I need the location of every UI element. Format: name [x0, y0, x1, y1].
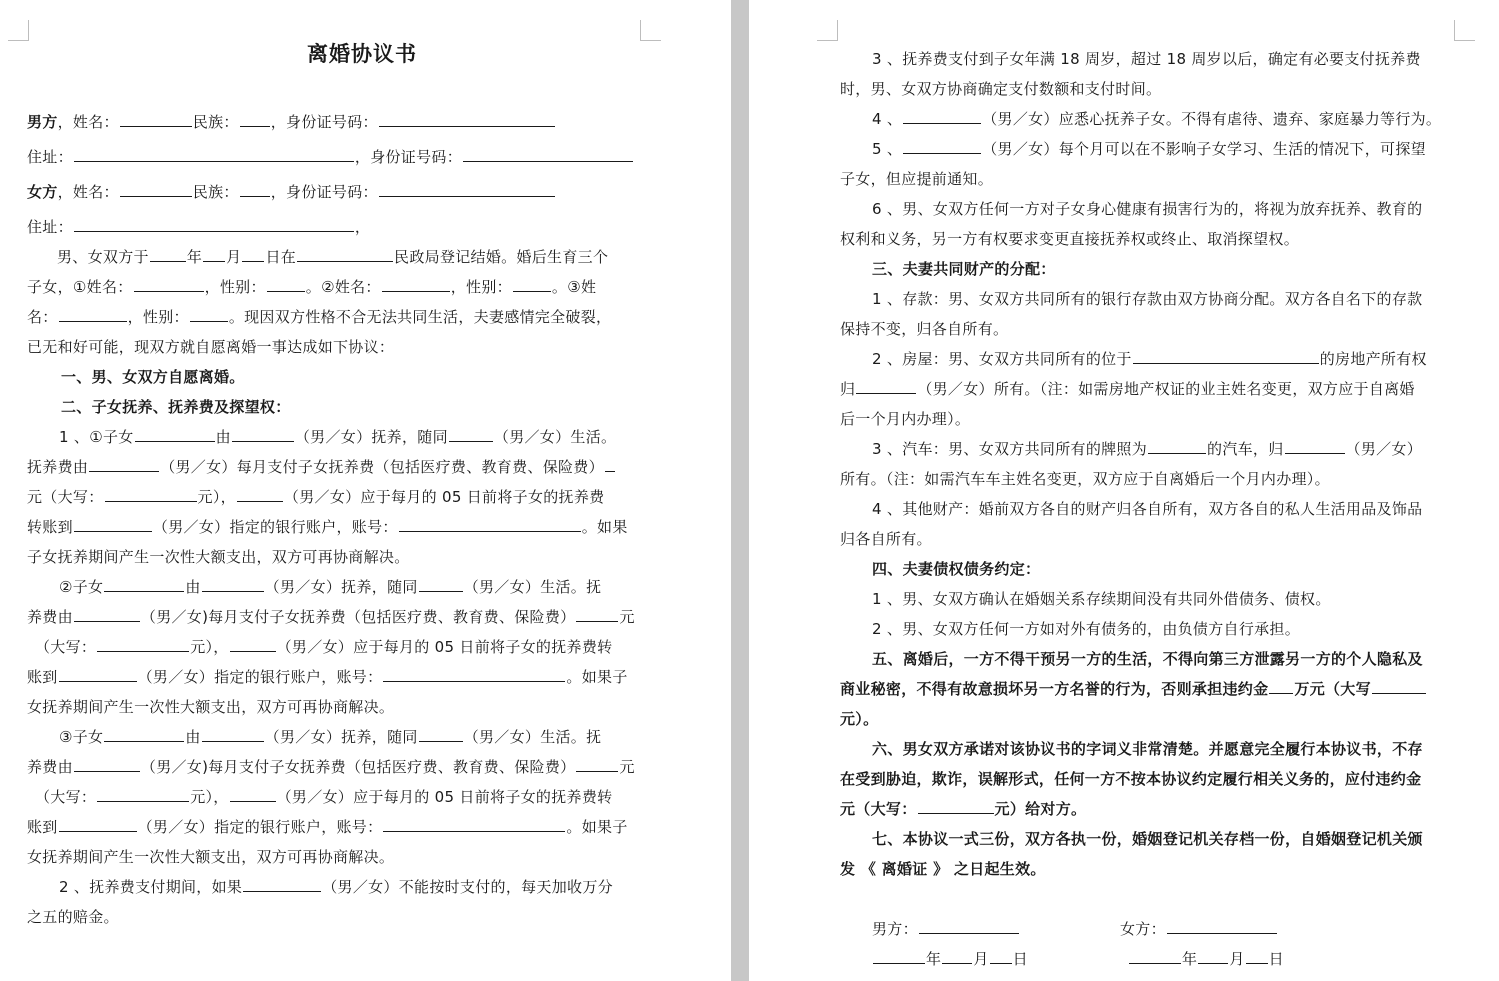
text-run: 2 、抚养费支付期间，如果 — [59, 878, 243, 896]
blank-field — [463, 147, 633, 162]
paragraph-line: 6 、男、女双方任何一方对子女身心健康有损害行为的，将视为放弃抚养、教育的 — [872, 200, 1423, 218]
text-run: （男／女）所有。（注：如需房地产权证的业主姓名变更，双方应于自离婚 — [917, 380, 1415, 398]
text-run: 的房地产所有权 — [1319, 350, 1427, 368]
blank-field — [1269, 679, 1293, 694]
blank-field — [903, 139, 981, 154]
paragraph-line: 已无和好可能，现双方就自愿离婚一事达成如下协议： — [27, 338, 395, 356]
address-label: 住址： — [27, 218, 73, 236]
blank-field — [576, 607, 618, 622]
text-run: 万元（大写 — [1294, 680, 1371, 698]
section-heading-3: 三、夫妻共同财产的分配： — [872, 260, 1056, 278]
blank-field — [918, 799, 994, 814]
text-run: 日 — [1268, 950, 1284, 968]
text-run: 年 — [186, 248, 203, 266]
blank-field — [232, 427, 294, 442]
text-run: 。如果子 — [566, 818, 628, 836]
text-run: 元）， — [190, 788, 229, 806]
text-run: （男／女）抚养，随同 — [294, 428, 448, 446]
man-address-line — [27, 147, 634, 167]
blank-field — [104, 577, 184, 592]
text-run: （男／女）指定的银行账户，账号： — [152, 518, 398, 536]
blank-field — [240, 112, 270, 127]
text-run: （男／女）应于每月的 05 日前将子女的抚养费 — [283, 488, 605, 506]
paragraph-line — [27, 277, 596, 297]
text-run: 1 、①子女 — [59, 428, 134, 446]
id-label: ，身份证号码： — [270, 183, 378, 201]
man-label: 男方 — [27, 113, 58, 131]
text-run: ，性别： — [204, 278, 266, 296]
blank-field — [74, 607, 140, 622]
page-corner-mark — [817, 20, 838, 41]
paragraph-line — [27, 727, 601, 747]
text-run: 5 、 — [872, 140, 903, 158]
paragraph-line: 1 、存款：男、女双方共同所有的银行存款由双方协商分配。双方各自名下的存款 — [872, 290, 1423, 308]
blank-field — [419, 727, 463, 742]
paragraph-line: 保持不变，归各自所有。 — [840, 320, 1009, 338]
text-run: （男／女）抚养，随同 — [264, 728, 418, 746]
text-run: 由 — [215, 428, 231, 446]
blank-field — [202, 727, 264, 742]
text-run: （男／女）生活。抚 — [463, 728, 602, 746]
paragraph-line — [840, 379, 1415, 399]
blank-field — [134, 277, 204, 292]
blank-field — [59, 667, 137, 682]
man-date-line — [872, 949, 1028, 969]
paragraph-line: 元）。 — [840, 710, 879, 728]
address-label: 住址： — [27, 148, 73, 166]
text-run: （男／女） — [1345, 440, 1423, 458]
text-run: 商业秘密，不得有故意损坏另一方名誉的行为，否则承担违约金 — [840, 680, 1269, 698]
blank-field — [74, 757, 140, 772]
woman-label: 女方 — [27, 183, 58, 201]
text-run: ，性别： — [450, 278, 512, 296]
section-heading-6: 六、男女双方承诺对该协议书的字词义非常清楚。并愿意完全履行本协议书，不存 — [872, 740, 1423, 758]
paragraph-line — [840, 679, 1427, 699]
text-run: （男／女）不能按时支付的，每天加收万分 — [322, 878, 613, 896]
paragraph-line: 后一个月内办理）。 — [840, 410, 971, 428]
blank-field — [190, 307, 228, 322]
text-run: 年 — [1182, 950, 1198, 968]
paragraph-line: 女抚养期间产生一次性大额支出，双方可再协商解决。 — [27, 848, 395, 866]
text-run: 归 — [840, 380, 856, 398]
paragraph-line — [27, 517, 628, 537]
paragraph-line — [27, 667, 628, 687]
name-label: ，姓名： — [57, 113, 119, 131]
ethnic-label: 民族： — [192, 113, 239, 131]
section-heading-2: 二、子女抚养、抚养费及探望权： — [61, 398, 291, 416]
blank-field — [74, 517, 152, 532]
id-label: ，身份证号码： — [270, 113, 378, 131]
paragraph-line — [872, 349, 1427, 369]
paragraph-line: 之五的赔金。 — [27, 908, 119, 926]
blank-field — [919, 919, 1019, 934]
page-corner-mark — [8, 20, 29, 41]
text-run: 男、女双方于 — [57, 248, 149, 266]
text-run: ②子女 — [59, 578, 104, 596]
text-run: 抚养费由 — [27, 458, 89, 476]
text-run: 。③姓 — [551, 278, 597, 296]
text-run: 子女，①姓名： — [27, 278, 133, 296]
blank-field — [1285, 439, 1345, 454]
text-run: 元）， — [197, 488, 236, 506]
blank-field — [242, 247, 264, 262]
left-page-content — [27, 0, 717, 981]
text-run: （大写： — [35, 638, 97, 656]
text-run: （男／女）生活。抚 — [463, 578, 602, 596]
blank-field — [1372, 679, 1426, 694]
text-run: ③子女 — [59, 728, 104, 746]
text-run: （男／女)每月支付子女抚养费（包括医疗费、教育费、保险费） — [140, 608, 576, 626]
name-label: ，姓名： — [57, 183, 119, 201]
paragraph-line: 所有。（注：如需汽车车主姓名变更，双方应于自离婚后一个月内办理）。 — [840, 470, 1330, 488]
text-run: （男／女）每个月可以在不影响子女学习、生活的情况下，可探望 — [982, 140, 1426, 158]
blank-field — [1129, 949, 1181, 964]
text-run: 的汽车，归 — [1207, 440, 1284, 458]
text-run: 元（大写： — [840, 800, 917, 818]
blank-field — [383, 667, 565, 682]
blank-field — [990, 949, 1012, 964]
blank-field — [419, 577, 463, 592]
woman-date-line — [1128, 949, 1284, 969]
blank-field — [135, 427, 215, 442]
text-run: 3 、汽车：男、女双方共同所有的牌照为 — [872, 440, 1148, 458]
blank-field — [240, 182, 270, 197]
paragraph-line: 1 、男、女双方确认在婚姻关系存续期间没有共同外借债务、债权。 — [872, 590, 1331, 608]
paragraph-line — [27, 487, 604, 507]
text-run: 由 — [185, 578, 201, 596]
paragraph-line: 在受到胁迫，欺诈，误解形式，任何一方不按本协议约定履行相关义务的，应付违约金 — [840, 770, 1422, 788]
paragraph-line: 2 、男、女双方任何一方如对外有债务的，由负债方自行承担。 — [872, 620, 1301, 638]
text-run: 女方： — [1120, 920, 1166, 938]
ethnic-label: 民族： — [192, 183, 239, 201]
text-run: 元 — [619, 758, 635, 776]
text-run: （男／女）应于每月的 05 日前将子女的抚养费转 — [276, 638, 613, 656]
blank-field — [382, 277, 450, 292]
blank-field — [97, 787, 189, 802]
document-page-right — [749, 0, 1499, 981]
paragraph-line — [27, 577, 601, 597]
blank-field — [120, 182, 192, 197]
text-run: 月 — [226, 248, 242, 266]
text-run: （男／女）每月支付子女抚养费（包括医疗费、教育费、保险费） — [160, 458, 604, 476]
text-run: 民政局登记结婚。婚后生育三个 — [394, 248, 609, 266]
blank-field — [267, 277, 305, 292]
paragraph-line — [27, 877, 613, 897]
text-run: 4 、 — [872, 110, 903, 128]
woman-signature-line — [1120, 919, 1278, 939]
man-signature-line — [872, 919, 1020, 939]
paragraph-line — [27, 427, 616, 447]
blank-field — [1167, 919, 1277, 934]
text-run: 。如果 — [581, 518, 628, 536]
text-run: 账到 — [27, 818, 58, 836]
blank-field — [74, 217, 354, 232]
id-label: ，身份证号码： — [354, 148, 463, 166]
text-run: 元 — [619, 608, 635, 626]
man-info-line — [27, 112, 556, 132]
text-run: 月 — [973, 950, 989, 968]
blank-field — [1198, 949, 1228, 964]
text-run: ，性别： — [127, 308, 189, 326]
text-run: 账到 — [27, 668, 58, 686]
paragraph-line: 3 、抚养费支付到子女年满 18 周岁，超过 18 周岁以后，确定有必要支付抚养费 — [872, 50, 1421, 68]
paragraph-line: 归各自所有。 — [840, 530, 932, 548]
blank-field — [1148, 439, 1206, 454]
paragraph-line — [27, 787, 612, 807]
section-heading-5: 五、离婚后，一方不得干预另一方的生活，不得向第三方泄露另一方的个人隐私及 — [872, 650, 1423, 668]
paragraph-line: 子女抚养期间产生一次性大额支出，双方可再协商解决。 — [27, 548, 410, 566]
woman-info-line — [27, 182, 556, 202]
blank-field — [379, 182, 555, 197]
paragraph-line — [27, 757, 635, 777]
blank-field — [297, 247, 393, 262]
blank-field — [903, 109, 981, 124]
text-run: 名： — [27, 308, 58, 326]
blank-field — [576, 757, 618, 772]
blank-field — [942, 949, 972, 964]
document-page-left — [0, 0, 731, 981]
blank-field — [449, 427, 493, 442]
text-run: 养费由 — [27, 758, 73, 776]
document-title: 离婚协议书 — [307, 41, 417, 66]
paragraph-line: 时，男、女双方协商确定支付数额和支付时间。 — [840, 80, 1162, 98]
text-run: 日在 — [265, 248, 297, 266]
text-run: （男／女）抚养，随同 — [264, 578, 418, 596]
blank-field — [120, 112, 192, 127]
text-run: （大写： — [35, 788, 97, 806]
text-run: 男方： — [872, 920, 918, 938]
blank-field — [150, 247, 186, 262]
paragraph-line: 子女，但应提前通知。 — [840, 170, 994, 188]
text-run: 由 — [185, 728, 201, 746]
text-run: （男／女）生活。 — [493, 428, 617, 446]
text-run: （男／女）指定的银行账户，账号： — [137, 818, 383, 836]
text-run: （男／女）应于每月的 05 日前将子女的抚养费转 — [276, 788, 613, 806]
blank-field — [59, 307, 127, 322]
text-run: 。如果子 — [566, 668, 628, 686]
blank-field — [399, 517, 581, 532]
blank-field — [1133, 349, 1319, 364]
paragraph-line — [27, 607, 635, 627]
blank-field — [243, 877, 321, 892]
text-run: （男／女）指定的银行账户，账号： — [137, 668, 383, 686]
paragraph-line — [840, 799, 1086, 819]
text-run: （男／女）应悉心抚养子女。不得有虐待、遗弃、家庭暴力等行为。 — [982, 110, 1442, 128]
comma-text: ， — [354, 218, 371, 236]
blank-field — [873, 949, 925, 964]
blank-field — [605, 457, 615, 472]
section-heading-4: 四、夫妻债权债务约定： — [872, 560, 1041, 578]
text-run: 。现因双方性格不合无法共同生活，夫妻感情完全破裂， — [228, 308, 612, 326]
paragraph-line — [27, 307, 611, 327]
blank-field — [383, 817, 565, 832]
right-page-content — [840, 0, 1490, 981]
blank-field — [105, 487, 197, 502]
text-run: （男／女)每月支付子女抚养费（包括医疗费、教育费、保险费） — [140, 758, 576, 776]
paragraph-line: 4 、其他财产：婚前双方各自的财产归各自所有，双方各自的私人生活用品及饰品 — [872, 500, 1423, 518]
blank-field — [379, 112, 555, 127]
blank-field — [59, 817, 137, 832]
page-gap — [731, 0, 749, 981]
blank-field — [202, 577, 264, 592]
woman-address-line — [27, 217, 370, 237]
paragraph-line — [872, 139, 1426, 159]
blank-field — [89, 457, 159, 472]
blank-field — [230, 787, 276, 802]
section-heading-7: 七、本协议一式三份，双方各执一份，婚姻登记机关存档一份，自婚姻登记机关颁 — [872, 830, 1423, 848]
text-run: 元）， — [190, 638, 229, 656]
section-heading-1: 一、男、女双方自愿离婚。 — [61, 368, 245, 386]
paragraph-line: 女抚养期间产生一次性大额支出，双方可再协商解决。 — [27, 698, 395, 716]
text-run: 元（大写： — [27, 488, 104, 506]
blank-field — [513, 277, 551, 292]
blank-field — [203, 247, 225, 262]
text-run: 养费由 — [27, 608, 73, 626]
blank-field — [1246, 949, 1268, 964]
paragraph-line — [872, 109, 1441, 129]
paragraph-line: 权利和义务，另一方有权要求变更直接抚养权或终止、取消探望权。 — [840, 230, 1300, 248]
text-run: 月 — [1229, 950, 1245, 968]
text-run: 2 、房屋：男、女双方共同所有的位于 — [872, 350, 1132, 368]
paragraph-line: 发 《 离婚证 》 之日起生效。 — [840, 860, 1046, 878]
paragraph-line — [27, 247, 608, 267]
paragraph-line — [27, 457, 616, 477]
blank-field — [97, 637, 189, 652]
paragraph-line — [872, 439, 1422, 459]
text-run: 日 — [1012, 950, 1028, 968]
paragraph-line — [27, 637, 612, 657]
blank-field — [856, 379, 916, 394]
blank-field — [104, 727, 184, 742]
blank-field — [237, 487, 283, 502]
text-run: 年 — [926, 950, 942, 968]
text-run: 。②姓名： — [305, 278, 381, 296]
blank-field — [230, 637, 276, 652]
text-run: 转账到 — [27, 518, 73, 536]
blank-field — [74, 147, 354, 162]
text-run: 元）给对方。 — [994, 800, 1087, 818]
paragraph-line — [27, 817, 628, 837]
